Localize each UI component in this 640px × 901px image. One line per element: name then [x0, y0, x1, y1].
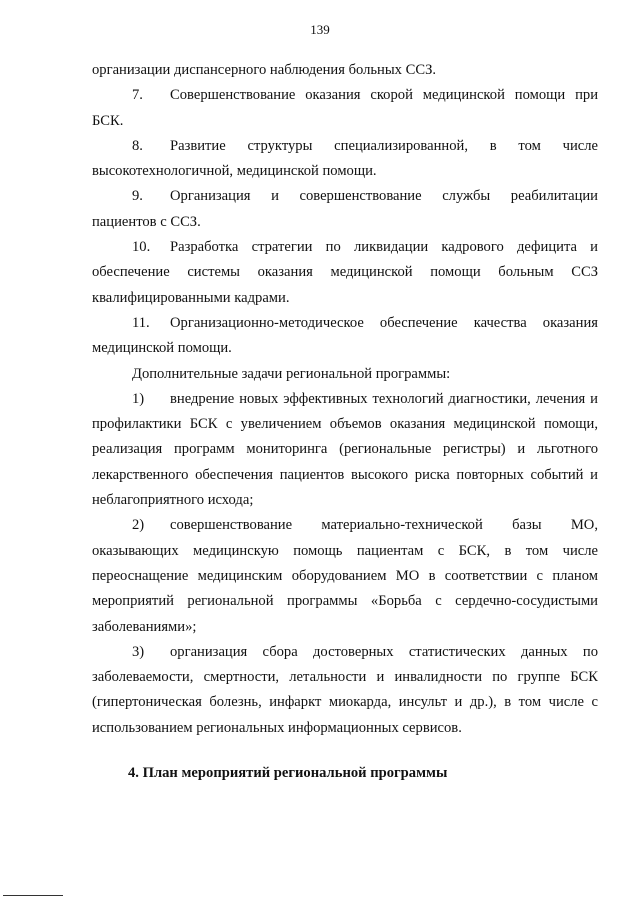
section-heading: 4. План мероприятий региональной программы: [128, 765, 448, 781]
list-number: 1): [132, 390, 145, 407]
list-item-text: Организационно-методическое обеспечение качества оказания медицинской помощи.: [92, 314, 598, 357]
list-item-11: [92, 311, 598, 362]
paragraph-continuation: организации диспансерного наблюдения больных ССЗ.: [92, 62, 437, 78]
list-number: 9.: [132, 188, 143, 205]
list-item-8: [92, 134, 598, 185]
document-body: [92, 58, 598, 741]
list-item-9: [92, 184, 598, 235]
list-item-text: Развитие структуры специализированной, в том числе высокотехнологичной, медицинской помощи.: [92, 137, 598, 180]
list-item-text: Организация и совершенствование службы реабилитации пациентов с ССЗ.: [92, 188, 598, 230]
list-item-text: Совершенствование оказания скорой медицинской помощи при БСК.: [92, 87, 598, 129]
additional-task-1: [92, 387, 598, 513]
list-item-text: Разработка стратегии по ликвидации кадрового дефицита и обеспечение системы оказания медицинской помощи больным ССЗ квалифицированными кадрами.: [92, 239, 598, 306]
list-number: 7.: [132, 87, 143, 104]
footnote-divider: [3, 895, 63, 896]
list-item-text: организация сбора достоверных статистических данных по заболеваемости, смертности, летальности и инвалидности по группе БСК (гипертоническая болезнь, инфаркт миокарда, инсульт и др.), в том числе с использованием региональных информационных сервисов.: [92, 643, 598, 736]
list-item-text: совершенствование материально-технической базы МО, оказывающих медицинскую помощь пациентам с БСК, в том числе переоснащение медицинским оборудованием МО в соответствии с планом мероприятий региональной программы «Борьба с сердечно-сосудистыми заболеваниями»;: [92, 517, 598, 635]
list-number: 3): [132, 643, 145, 660]
list-item-text: внедрение новых эффективных технологий диагностики, лечения и профилактики БСК с увеличением объемов оказания медицинской помощи, реализация программ мониторинга (региональные регистры) и льготного лекарственного обеспечения пациентов высокого риска повторных событий и неблагоприятного исхода;: [92, 390, 598, 509]
list-number: 2): [132, 517, 145, 534]
additional-task-3: [92, 640, 598, 741]
additional-task-2: [92, 513, 598, 639]
list-number: 10.: [132, 239, 151, 256]
list-number: 8.: [132, 137, 143, 154]
additional-tasks-intro: Дополнительные задачи региональной программы:: [132, 365, 451, 382]
list-item-10: [92, 235, 598, 311]
list-number: 11.: [132, 314, 150, 331]
page-number: 139: [310, 22, 330, 37]
list-item-7: [92, 83, 598, 134]
